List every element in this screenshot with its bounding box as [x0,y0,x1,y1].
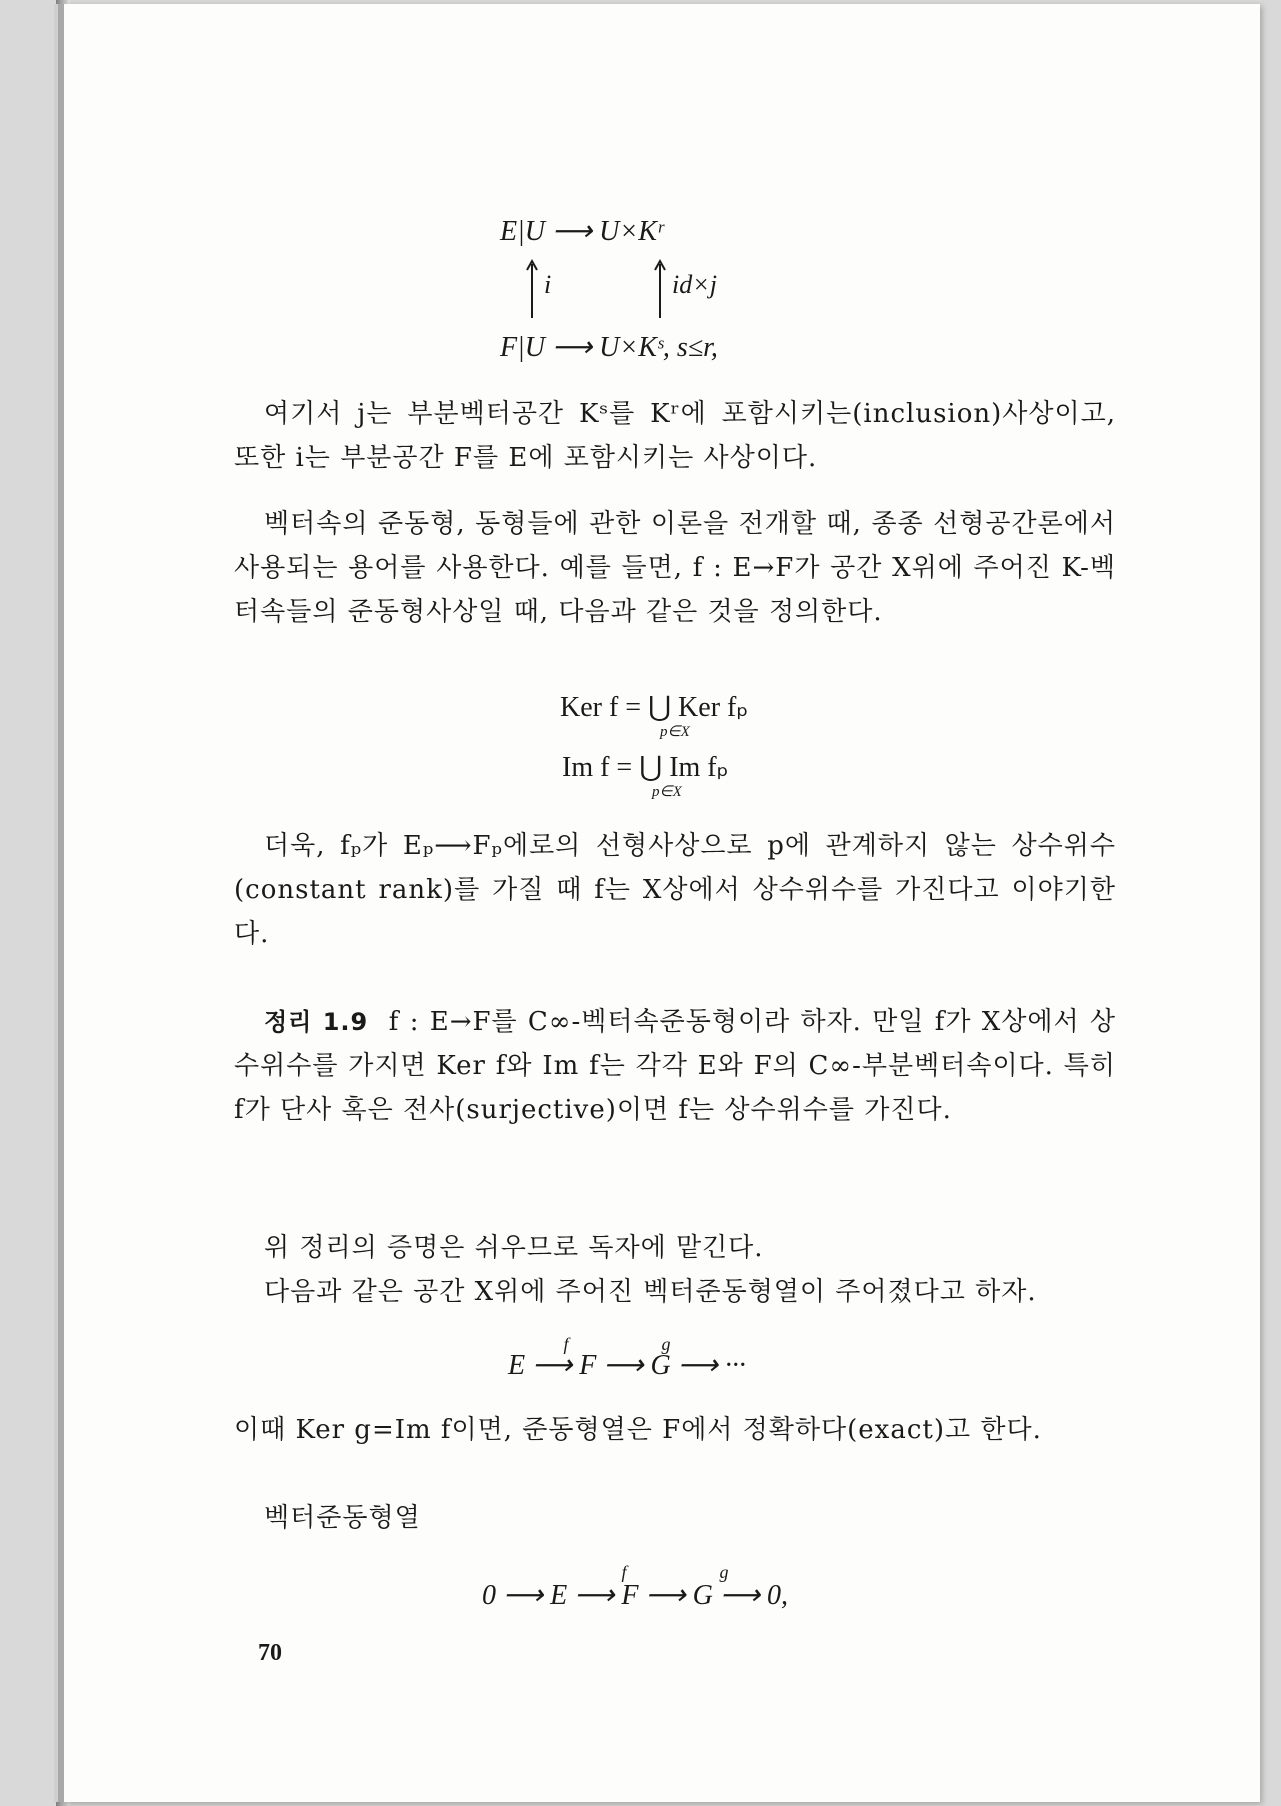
paragraph-constant-rank: 더욱, fₚ가 Eₚ⟶Fₚ에로의 선형사상으로 p에 관계하지 않는 상수위수(constant rank)를 가질 때 f는 X상에서 상수위수를 가진다고 이야기한다. [234,831,1116,949]
theorem-text: f : E→F를 C∞-벡터속준동형이라 하자. 만일 f가 X상에서 상수위수를 가지면 Ker f와 Im f는 각각 E와 F의 C∞-부분벡터속이다. 특히 f가 단사 혹은 전사(surjective)이면 f는 상수위수를 가진다. [234,1007,1116,1125]
paragraph-terminology: 벡터속의 준동형, 동형들에 관한 이론을 전개할 때, 종종 선형공간론에서 사용되는 용어를 사용한다. 예를 들면, f : E→F가 공간 X위에 주어진 K-벡터속들의 준동형사상일 때, 다음과 같은 것을 정의한다. [234,509,1116,627]
sequence-1-g-label: g [661,1334,671,1354]
paragraph-short-exact-label: 벡터준동형열 [264,1503,421,1533]
diagram-right-up-arrow [652,258,668,320]
sequence-exact-2: 0 ⟶ E ⟶ F ⟶ G ⟶ 0, [482,1580,788,1611]
equation-image-subscript: p∈X [652,784,682,800]
page-number: 70 [258,1640,282,1666]
diagram-left-label: i [544,270,552,299]
theorem-1-9 [234,1000,1116,1132]
sequence-1-f-label: f [563,1334,569,1354]
sequence-exact-1: E ⟶ F ⟶ G ⟶ ··· [508,1350,746,1381]
sequence-2-g-label: g [719,1562,729,1582]
diagram-top-row: E|U ⟶ U×Kʳ [500,216,664,247]
equation-kernel-subscript: p∈X [660,724,690,740]
diagram-left-up-arrow [524,258,540,320]
equation-kernel: Ker f = ⋃ Ker fₚ [560,692,749,723]
paragraph-inclusion: 여기서 j는 부분벡터공간 Kˢ를 Kʳ에 포함시키는(inclusion)사상이고, 또한 i는 부분공간 F를 E에 포함시키는 사상이다. [234,399,1116,473]
paragraph-proof-note: 위 정리의 증명은 쉬우므로 독자에 맡긴다. [264,1233,764,1263]
sequence-2-f-label: f [621,1562,627,1582]
paragraph-sequence-intro: 다음과 같은 공간 X위에 주어진 벡터준동형열이 주어졌다고 하자. [264,1277,1037,1307]
equation-image: Im f = ⋃ Im fₚ [562,752,729,783]
diagram-bottom-row: F|U ⟶ U×Kˢ, s≤r, [500,332,718,363]
paragraph-exact-definition: 이때 Ker g=Im f이면, 준동형열은 F에서 정확하다(exact)고 한다. [234,1415,1042,1445]
theorem-label: 정리 1.9 [264,1008,369,1036]
diagram-right-label: id×j [672,270,717,299]
